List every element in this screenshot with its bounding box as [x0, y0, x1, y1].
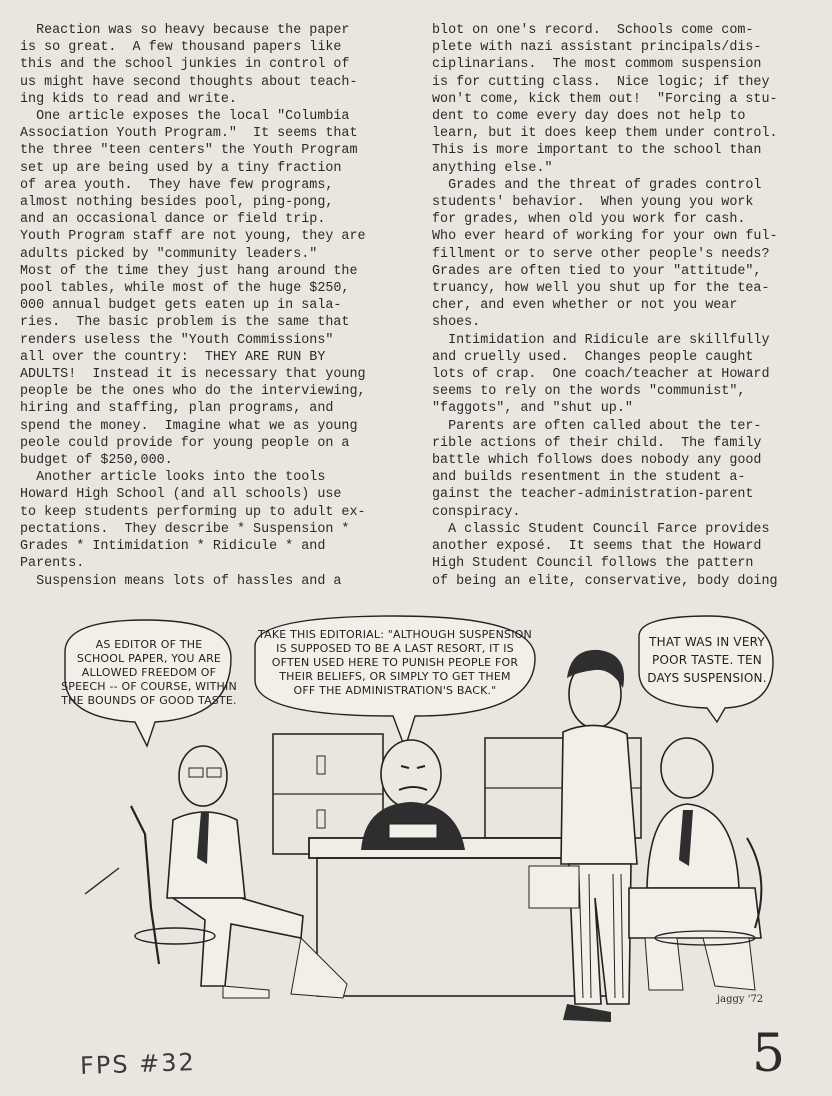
text-line: Parents.: [20, 556, 85, 572]
text-line: ADULTS! Instead it is necessary that young: [20, 367, 366, 383]
text-line: and an occasional dance or field trip.: [20, 212, 326, 228]
paragraph: [20, 108, 400, 469]
left-text-column: [20, 22, 400, 590]
left-bubble-line-3: ALLOWED FREEDOM OF: [81, 666, 217, 679]
text-line: blot on one's record. Schools come com-: [432, 23, 754, 38]
text-line: students' behavior. When young you work: [432, 195, 754, 211]
text-line: truancy, how well you shut up for the tea-: [432, 281, 770, 297]
student-figure: [529, 650, 637, 1022]
text-line: hiring and staffing, plan programs, and: [20, 401, 334, 417]
text-line: battle which follows does nobody any good: [432, 453, 762, 469]
center-bubble-line-1: TAKE THIS EDITORIAL: "ALTHOUGH SUSPENSION: [258, 628, 532, 641]
text-line: and cruelly used. Changes people caught: [432, 349, 754, 365]
left-bubble-line-2: SCHOOL PAPER, YOU ARE: [76, 652, 222, 665]
text-line: Another article looks into the tools: [20, 470, 326, 486]
text-line: Who ever heard of working for your own ful-: [432, 229, 778, 245]
paragraph: [20, 22, 400, 108]
page-number: 5: [752, 1024, 786, 1084]
text-line: of being an elite, conservative, body doing: [432, 573, 778, 589]
text-line: people be the ones who do the interviewing,: [20, 384, 366, 400]
right-text-column: [432, 22, 822, 590]
text-line: ries. The basic problem is the same that: [20, 315, 350, 331]
text-line: Reaction was so heavy because the paper: [20, 23, 350, 38]
text-line: A classic Student Council Farce provides: [432, 521, 770, 537]
text-line: One article exposes the local "Columbia: [20, 109, 350, 125]
handwritten-label: FPS #32: [79, 1047, 197, 1081]
text-line: spend the money. Imagine what we as young: [20, 418, 358, 434]
text-line: pectations. They describe * Suspension *: [20, 521, 350, 537]
text-line: fillment or to serve other people's needs?: [432, 246, 770, 262]
administrator-figure-right: [629, 738, 761, 990]
editorial-cartoon: [55, 598, 775, 1030]
text-line: adults picked by "community leaders.": [20, 246, 318, 262]
text-line: ing kids to read and write.: [20, 91, 237, 107]
right-bubble-line-1: THAT WAS IN VERY: [649, 635, 765, 649]
paragraph: [432, 521, 822, 590]
text-line: This is more important to the school than: [432, 143, 762, 159]
text-line: another exposé. It seems that the Howard: [432, 539, 762, 555]
text-line: seems to rely on the words "communist",: [432, 384, 746, 400]
paragraph: [20, 469, 400, 572]
teacher-figure-left: [85, 746, 347, 998]
paragraph: [432, 177, 822, 332]
text-line: set up are being used by a tiny fraction: [20, 160, 342, 176]
text-line: is so great. A few thousand papers like: [20, 40, 342, 56]
text-line: anything else.": [432, 160, 553, 176]
text-line: Parents are often called about the ter-: [432, 418, 762, 434]
text-line: of area youth. They have few programs,: [20, 177, 334, 193]
text-line: Howard High School (and all schools) use: [20, 487, 342, 503]
text-line: and builds resentment in the student a-: [432, 470, 746, 486]
right-bubble-line-2: POOR TASTE. TEN: [652, 653, 762, 667]
text-line: Suspension means lots of hassles and a: [20, 573, 342, 589]
text-line: peole could provide for young people on a: [20, 435, 350, 451]
text-line: shoes.: [432, 315, 481, 331]
paragraph: [432, 22, 822, 177]
text-line: lots of crap. One coach/teacher at Howard: [432, 367, 770, 383]
text-line: Intimidation and Ridicule are skillfully: [432, 332, 770, 348]
cartoonist-signature: jaggy '72: [717, 994, 764, 1005]
text-line: conspiracy.: [432, 504, 521, 520]
text-line: plete with nazi assistant principals/dis-: [432, 40, 762, 56]
text-line: dent to come every day does not help to: [432, 109, 746, 125]
text-line: Association Youth Program." It seems that: [20, 126, 358, 142]
text-line: to keep students performing up to adult ex-: [20, 504, 366, 520]
text-line: this and the school junkies in control of: [20, 57, 350, 73]
center-bubble-line-3: OFTEN USED HERE TO PUNISH PEOPLE FOR: [271, 656, 519, 669]
text-line: learn, but it does keep them under control.: [432, 126, 778, 142]
principal-figure: [361, 740, 465, 850]
left-bubble-line-1: AS EDITOR OF THE: [95, 638, 203, 651]
right-speech-bubble: [639, 616, 773, 722]
right-bubble-line-3: DAYS SUSPENSION.: [647, 671, 767, 685]
text-line: Grades are often tied to your "attitude",: [432, 263, 762, 279]
text-line: renders useless the "Youth Commissions": [20, 332, 334, 348]
text-line: High Student Council follows the pattern: [432, 556, 754, 572]
text-line: the three "teen centers" the Youth Program: [20, 143, 358, 159]
text-line: Grades * Intimidation * Ridicule * and: [20, 539, 326, 555]
text-line: 000 annual budget gets eaten up in sala-: [20, 298, 342, 314]
paragraph: [432, 418, 822, 521]
text-line: almost nothing besides pool, ping-pong,: [20, 195, 334, 211]
text-line: Grades and the threat of grades control: [432, 177, 762, 193]
text-line: cher, and even whether or not you wear: [432, 298, 738, 314]
text-line: Youth Program staff are not young, they are: [20, 229, 366, 245]
text-line: rible actions of their child. The family: [432, 435, 762, 451]
paragraph: [20, 573, 400, 590]
text-line: ciplinarians. The most commom suspension: [432, 57, 762, 73]
text-line: "faggots", and "shut up.": [432, 401, 633, 417]
paragraph: [432, 332, 822, 418]
text-line: Most of the time they just hang around the: [20, 263, 358, 279]
text-line: won't come, kick them out! "Forcing a stu-: [432, 91, 778, 107]
center-bubble-line-4: THEIR BELIEFS, OR SIMPLY TO GET THEM: [279, 670, 511, 683]
text-line: is for cutting class. Nice logic; if they: [432, 74, 770, 90]
center-bubble-line-5: OFF THE ADMINISTRATION'S BACK.": [293, 684, 497, 697]
left-bubble-line-4: SPEECH -- OF COURSE, WITHIN: [61, 680, 237, 693]
text-line: us might have second thoughts about teach-: [20, 74, 358, 90]
left-bubble-line-5: THE BOUNDS OF GOOD TASTE.: [61, 694, 237, 707]
text-line: pool tables, while most of the huge $250,: [20, 281, 350, 297]
text-line: all over the country: THEY ARE RUN BY: [20, 349, 326, 365]
text-line: gainst the teacher-administration-parent: [432, 487, 754, 503]
text-line: budget of $250,000.: [20, 453, 173, 469]
center-bubble-line-2: IS SUPPOSED TO BE A LAST RESORT, IT IS: [276, 642, 514, 655]
text-line: for grades, when old you work for cash.: [432, 212, 746, 228]
